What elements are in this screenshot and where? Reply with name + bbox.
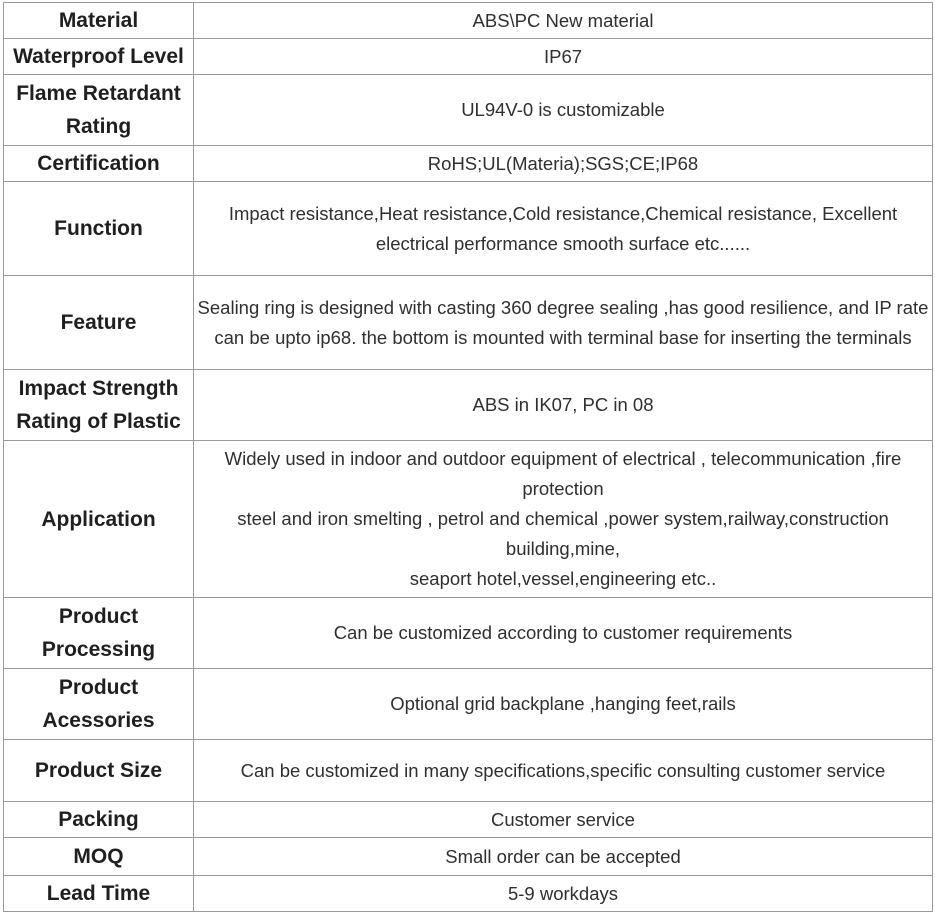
value-line: steel and iron smelting , petrol and chemical ,power system,railway,construction building,mine,	[237, 508, 889, 559]
row-label: Product Acessories	[4, 669, 194, 740]
value-line: 5-9 workdays	[507, 882, 618, 904]
table-row	[4, 276, 933, 370]
row-value	[194, 370, 933, 441]
row-label: Function	[4, 182, 194, 276]
table-row	[4, 802, 933, 838]
row-value	[194, 441, 933, 598]
table-row	[4, 441, 933, 598]
row-value	[194, 39, 933, 75]
value-line: Can be customized in many specifications,specific consulting customer service	[240, 759, 886, 781]
value-line: Can be customized according to customer requirements	[333, 622, 793, 643]
value-line: IP67	[543, 45, 583, 67]
row-label: Product Processing	[4, 598, 194, 669]
value-line: ABS in IK07, PC in 08	[472, 394, 654, 415]
row-label: Material	[4, 3, 194, 39]
table-row	[4, 740, 933, 802]
row-value	[194, 3, 933, 39]
value-line: ABS\PC New material	[472, 9, 654, 31]
row-value	[194, 802, 933, 838]
row-value	[194, 669, 933, 740]
value-line: Widely used in indoor and outdoor equipment of electrical , telecommunication ,fire protection	[224, 448, 902, 499]
value-line: Sealing ring is designed with casting 360 degree sealing ,has good resilience, and IP rate can be upto ip68. the bottom is mounted with terminal base for inserting the terminals	[197, 296, 929, 348]
spec-table	[3, 2, 933, 912]
table-row	[4, 39, 933, 75]
table-row	[4, 370, 933, 441]
table-row	[4, 598, 933, 669]
row-label: Lead Time	[4, 876, 194, 912]
table-row	[4, 75, 933, 146]
table-row	[4, 182, 933, 276]
row-value	[194, 740, 933, 802]
row-label: Product Size	[4, 740, 194, 802]
row-value	[194, 75, 933, 146]
table-row	[4, 876, 933, 912]
value-line: seaport hotel,vessel,engineering etc..	[409, 568, 717, 589]
row-value	[194, 276, 933, 370]
row-label: Waterproof Level	[4, 39, 194, 75]
row-label: Flame Retardant Rating	[4, 75, 194, 146]
row-value	[194, 838, 933, 876]
row-label: MOQ	[4, 838, 194, 876]
value-line: Small order can be accepted	[445, 845, 681, 867]
table-row	[4, 3, 933, 39]
value-line: Customer service	[491, 808, 635, 830]
value-line: UL94V-0 is customizable	[461, 99, 665, 120]
row-label: Certification	[4, 146, 194, 182]
row-label: Packing	[4, 802, 194, 838]
table-row	[4, 669, 933, 740]
row-value	[194, 876, 933, 912]
table-row	[4, 146, 933, 182]
row-label: Application	[4, 441, 194, 598]
row-value	[194, 598, 933, 669]
row-value	[194, 146, 933, 182]
table-row	[4, 838, 933, 876]
value-line: Impact resistance,Heat resistance,Cold resistance,Chemical resistance, Excellent electrical performance smooth surface etc......	[228, 202, 898, 254]
row-label: Feature	[4, 276, 194, 370]
row-value	[194, 182, 933, 276]
row-label: Impact Strength Rating of Plastic	[4, 370, 194, 441]
value-line: Optional grid backplane ,hanging feet,rails	[390, 693, 736, 714]
value-line: RoHS;UL(Materia);SGS;CE;IP68	[427, 152, 699, 174]
